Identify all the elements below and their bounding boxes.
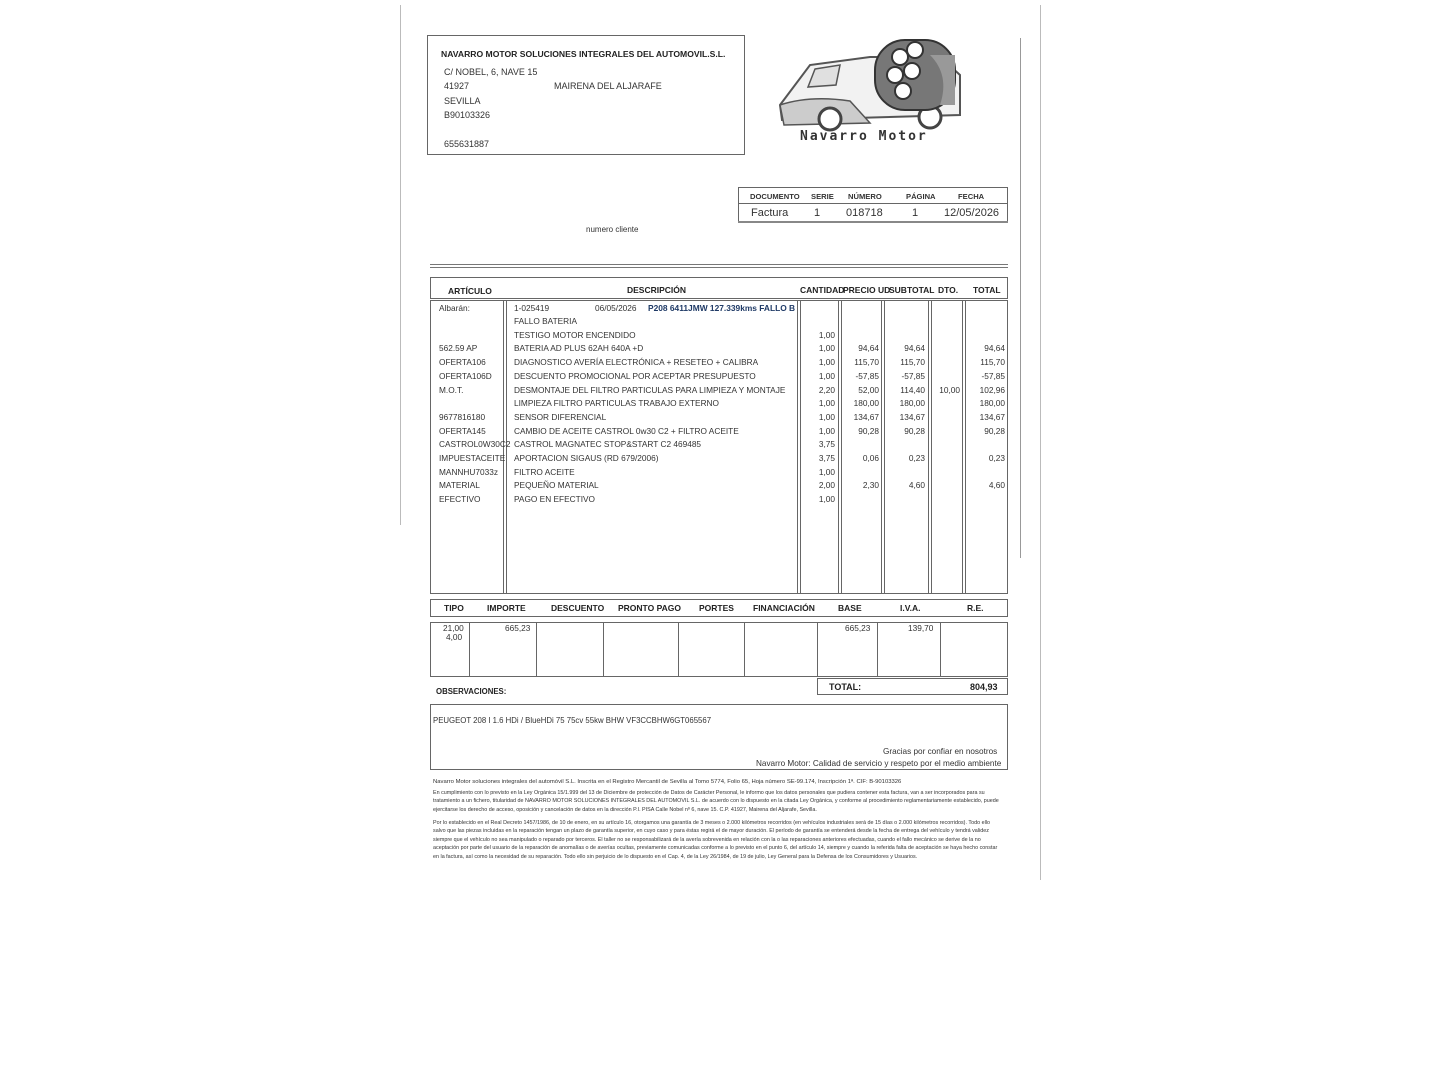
col-header-subtotal: SUBTOTAL <box>889 285 935 295</box>
item-art-cell: CASTROL0W30C2 <box>439 439 511 450</box>
item-sub-cell: 115,70 <box>900 357 925 368</box>
item-qty-cell: 1,00 <box>818 329 835 340</box>
albaran-date: 06/05/2026 <box>595 303 637 313</box>
item-art-cell: OFERTA106 <box>439 357 486 368</box>
company-name: NAVARRO MOTOR SOLUCIONES INTEGRALES DEL AUTOMOVIL.S.L. <box>441 49 726 59</box>
thanks-text: Gracias por confiar en nosotros <box>883 747 998 756</box>
doc-value-numero: 018718 <box>846 207 883 219</box>
item-price-cell: 2,30 <box>862 480 879 491</box>
tax-header-iva: I.V.A. <box>900 603 921 613</box>
item-sub-cell: -57,85 <box>901 370 925 381</box>
item-sub-cell: 4,60 <box>908 480 925 491</box>
company-street: C/ NOBEL, 6, NAVE 15 <box>444 67 538 77</box>
item-art-cell: EFECTIVO <box>439 494 481 505</box>
item-art-cell: OFERTA106D <box>439 370 492 381</box>
tax-importe: 665,23 <box>505 623 531 633</box>
tax-iva: 139,70 <box>908 623 934 633</box>
legal-data-protection: En cumplimiento con lo previsto en la Ley Orgánica 15/1.999 del 13 de Diciembre de protección de Datos de Carácter Personal, le informo que los datos personales que pudiera contener esta factura, van a ser incorporados para su tratamiento a un fichero, titularidad de NAVARRO MOTOR SOLUCIONES INTEGRALES DEL AUTOMOVIL S.L. de acuerdo con lo dispuesto en la citada Ley Orgánica, y conforme al procedimiento reglamentariamente establecido, puede ejercitarse los derecho de acceso, oposición y cancelación de datos en la dirección P.I. PISA Calle Nobel nº 6, nave 15. C.P. 41927, Mairena del Aljarafe, Sevilla. <box>433 790 999 813</box>
observaciones-label: OBSERVACIONES: <box>436 687 507 696</box>
item-art-cell: 9677816180 <box>439 411 486 422</box>
tax-header-importe: IMPORTE <box>487 603 526 613</box>
company-city: MAIRENA DEL ALJARAFE <box>554 81 662 91</box>
total-label: TOTAL: <box>829 682 862 692</box>
tax-header-tipo: TIPO <box>444 603 464 613</box>
item-qty-cell: 1,00 <box>818 466 835 477</box>
item-art-cell: MATERIAL <box>439 480 480 491</box>
item-sub-cell: 180,00 <box>899 398 925 409</box>
doc-value-fecha: 12/05/2026 <box>944 207 1000 219</box>
item-desc-cell: PEQUEÑO MATERIAL <box>514 480 599 491</box>
item-total-cell: 180,00 <box>979 398 1005 409</box>
item-total-cell: 134,67 <box>979 411 1005 422</box>
item-qty-cell: 2,00 <box>818 480 835 491</box>
item-total-cell: -57,85 <box>981 370 1005 381</box>
company-box <box>427 35 745 155</box>
tax-base: 665,23 <box>845 623 871 633</box>
item-desc-cell: DIAGNOSTICO AVERÍA ELECTRÓNICA + RESETEO + CALIBRA <box>514 357 759 368</box>
item-art-cell: 562.59 AP <box>439 343 478 354</box>
item-desc-cell: SENSOR DIFERENCIAL <box>514 411 607 422</box>
item-art-cell: M.O.T. <box>439 384 464 395</box>
doc-header-fecha: FECHA <box>958 192 985 201</box>
item-desc-cell: FILTRO ACEITE <box>514 466 575 477</box>
doc-header-numero: NÚMERO <box>848 192 882 201</box>
legal-warranty: Por lo establecido en el Real Decreto 1457/1986, de 10 de enero, en su artículo 16, otorgamos una garantía de 3 meses o 2.000 kilómetros recorridos (en vehículos industriales será de 15 días o 2.000 kilómetros recorridos). Todo ello salvo que las piezas incluidas en la reparación tengan un plazo de garantía superior, en cuyo caso y para éstas regirá el de mayor duración. El período de garantía se entenderá desde la fecha de entrega del vehículo y tendrá validez siempre que el vehículo no sea manipulado o reparado por terceros. El taller no se responsabilizará de la avería sobrevenida en relación con la o las reparaciones anteriores efectuadas, cuando el fallo mecánico se derive de la no aceptación por parte del usuario de la reparación de anomalías o de averías ocultas, previamente comunicadas conforme a lo previsto en el punto 6, del artículo 14, siempre y cuando la referida falta de aceptación se haya hecho constar en la factura, así como la necesidad de su reparación. Todo ello sin perjuicio de lo dispuesto en el Cap. 4, de la Ley 26/1984, de 19 de julio, Ley General para la Defensa de los Consumidores y Usuarios. <box>433 820 998 860</box>
item-desc-cell: FALLO BATERIA <box>514 316 578 326</box>
item-art-cell: MANNHU7033z <box>439 466 499 477</box>
company-tax-id: B90103326 <box>444 110 491 120</box>
item-price-cell: 0,06 <box>862 453 879 463</box>
vehicle-info: PEUGEOT 208 I 1.6 HDi / BlueHDi 75 75cv 55kw BHW VF3CCBHW6GT065567 <box>433 716 712 725</box>
item-price-cell: 90,28 <box>858 425 879 436</box>
doc-value-pagina: 1 <box>912 207 919 219</box>
logo-text: Navarro Motor <box>800 129 928 144</box>
col-header-dto: DTO. <box>938 285 959 295</box>
item-qty-cell: 3,75 <box>818 453 835 463</box>
tax-header-pronto-pago: PRONTO PAGO <box>618 603 681 613</box>
albaran-note: P208 6411JMW 127.339kms FALLO B <box>648 303 796 313</box>
item-desc-cell: DESCUENTO PROMOCIONAL POR ACEPTAR PRESUPUESTO <box>514 370 756 381</box>
item-qty-cell: 1,00 <box>818 370 835 381</box>
scan-edge-right <box>1040 5 1041 880</box>
item-qty-cell: 1,00 <box>818 357 835 368</box>
item-price-cell: 115,70 <box>854 357 879 368</box>
item-price-cell: 94,64 <box>858 343 879 354</box>
item-qty-cell: 2,20 <box>818 384 835 395</box>
tax-tipo-1: 21,00 <box>443 623 464 633</box>
tax-header-re: R.E. <box>967 603 984 613</box>
tax-header-base: BASE <box>838 603 862 613</box>
tax-header-portes: PORTES <box>699 603 734 613</box>
company-phone: 655631887 <box>444 139 490 149</box>
item-total-cell: 115,70 <box>980 357 1005 368</box>
col-header-precio: PRECIO UD <box>843 285 891 295</box>
item-desc-cell: CAMBIO DE ACEITE CASTROL 0w30 C2 + FILTRO ACEITE <box>514 425 739 436</box>
company-logo <box>770 35 970 150</box>
albaran-number: 1-025419 <box>514 303 550 313</box>
item-price-cell: 134,67 <box>853 411 879 422</box>
item-price-cell: 180,00 <box>853 398 879 409</box>
item-price-cell: -57,85 <box>855 370 879 381</box>
scan-edge-left <box>400 5 401 525</box>
item-qty-cell: 1,00 <box>818 411 835 422</box>
item-desc-cell: LIMPIEZA FILTRO PARTICULAS TRABAJO EXTERNO <box>514 398 720 409</box>
item-price-cell: 52,00 <box>858 384 879 395</box>
albaran-label: Albarán: <box>439 303 470 313</box>
item-desc-cell: BATERIA AD PLUS 62AH 640A +D <box>514 343 644 354</box>
item-qty-cell: 1,00 <box>818 425 835 436</box>
tax-header-descuento: DESCUENTO <box>551 603 605 613</box>
col-header-cantidad: CANTIDAD <box>800 285 845 295</box>
item-art-cell: IMPUESTACEITE <box>439 453 506 463</box>
item-total-cell: 0,23 <box>988 453 1005 463</box>
tax-tipo-2: 4,00 <box>446 632 463 642</box>
total-value: 804,93 <box>970 682 998 692</box>
slogan-text: Navarro Motor: Calidad de servicio y respeto por el medio ambiente <box>756 759 1002 768</box>
item-dto-cell: 10,00 <box>939 384 960 395</box>
customer-number-label: numero cliente <box>586 225 639 234</box>
item-total-cell: 90,28 <box>984 425 1005 436</box>
item-desc-cell: TESTIGO MOTOR ENCENDIDO <box>514 329 636 340</box>
legal-registry: Navarro Motor soluciones integrales del automóvil S.L. Inscrita en el Registro Mercantil de Sevilla al Tomo 5774, Folio 65, Hoja número SE-99.174, Inscripción 1ª. CIF: B-90103326 <box>433 779 902 785</box>
doc-header-documento: DOCUMENTO <box>750 192 800 201</box>
item-total-cell: 102,96 <box>979 384 1005 395</box>
item-sub-cell: 114,40 <box>900 384 925 395</box>
item-sub-cell: 90,28 <box>904 425 925 436</box>
item-qty-cell: 1,00 <box>818 494 835 505</box>
scan-edge-right-inner <box>1020 38 1021 558</box>
company-postal-code: 41927 <box>444 81 470 91</box>
company-province: SEVILLA <box>444 96 481 106</box>
item-qty-cell: 3,75 <box>818 439 835 450</box>
tax-header-financiacion: FINANCIACIÓN <box>753 603 815 613</box>
item-qty-cell: 1,00 <box>818 343 835 354</box>
item-desc-cell: PAGO EN EFECTIVO <box>514 494 595 505</box>
item-desc-cell: CASTROL MAGNATEC STOP&START C2 469485 <box>514 439 702 450</box>
item-art-cell: OFERTA145 <box>439 425 486 436</box>
doc-value-documento: Factura <box>751 207 789 219</box>
item-qty-cell: 1,00 <box>818 398 835 409</box>
col-header-total: TOTAL <box>973 285 1001 295</box>
doc-header-pagina: PÁGINA <box>906 192 936 201</box>
col-header-descripcion: DESCRIPCIÓN <box>627 285 687 295</box>
item-desc-cell: DESMONTAJE DEL FILTRO PARTICULAS PARA LIMPIEZA Y MONTAJE <box>514 384 786 395</box>
col-header-articulo: ARTÍCULO <box>448 286 492 296</box>
item-sub-cell: 94,64 <box>904 343 925 354</box>
item-total-cell: 4,60 <box>988 480 1005 491</box>
item-total-cell: 94,64 <box>984 343 1005 354</box>
item-sub-cell: 0,23 <box>908 453 925 463</box>
item-sub-cell: 134,67 <box>899 411 925 422</box>
item-desc-cell: APORTACION SIGAUS (RD 679/2006) <box>514 453 659 463</box>
doc-header-serie: SERIE <box>811 192 834 201</box>
doc-value-serie: 1 <box>814 207 821 219</box>
